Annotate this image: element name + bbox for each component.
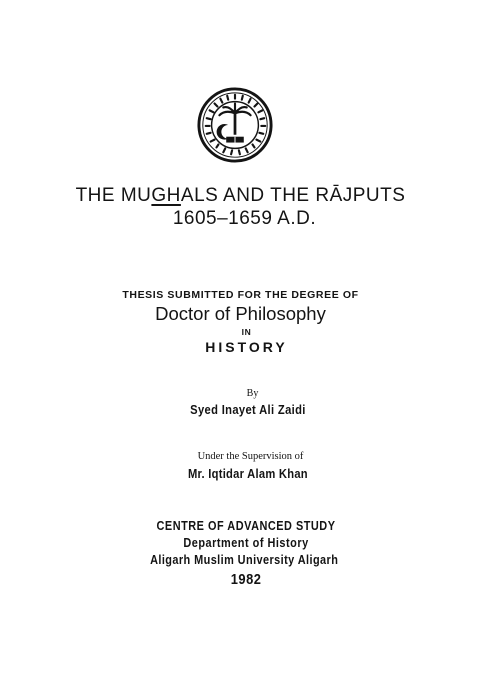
author-name: Syed Inayet Ali Zaidi xyxy=(190,402,306,417)
thesis-statement: THESIS SUBMITTED FOR THE DEGREE OF xyxy=(122,289,359,301)
subject-name: HISTORY xyxy=(205,339,288,355)
degree-name: Doctor of Philosophy xyxy=(155,303,326,324)
department-name: Department of History xyxy=(183,535,309,550)
supervisor-name: Mr. Iqtidar Alam Khan xyxy=(187,466,308,481)
in-word: IN xyxy=(241,327,252,337)
by-label: By xyxy=(246,388,259,399)
supervision-label: Under the Supervision of xyxy=(197,451,304,462)
submission-year: 1982 xyxy=(230,571,262,588)
centre-name: CENTRE OF ADVANCED STUDY xyxy=(156,518,336,533)
thesis-title-line-1: THE MUGHALS AND THE RĀJPUTS xyxy=(75,185,406,206)
thesis-title-line-2: 1605–1659 A.D. xyxy=(172,208,317,229)
university-name: Aligarh Muslim University Aligarh xyxy=(150,552,339,567)
university-seal-icon xyxy=(196,86,274,164)
